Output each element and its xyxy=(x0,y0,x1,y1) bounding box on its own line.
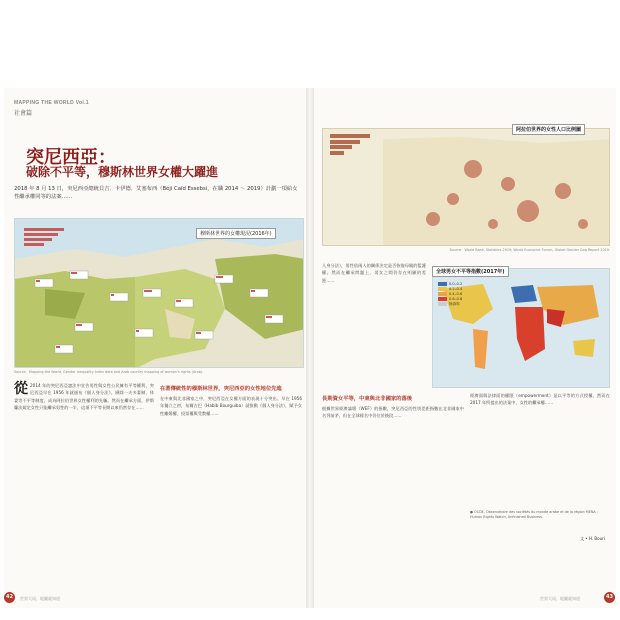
series-label: MAPPING THE WORLD Vol.1 xyxy=(14,100,89,106)
column-2-text: 在中東與北非國家之中，突尼西亞在女權方面的表現十分突出。早在 1956 年獨立之初，布爾吉巴（Habib Bourguiba）就推動《個人身分法》，賦予女性離婚權、投票權與受教權…… xyxy=(160,396,302,416)
article-column-3 xyxy=(322,262,426,390)
column-1-text: 2014 年的突尼西亞憲法中宣告男性與女性公民擁有平等權利，突尼西亞早在 1956 年就頒布《個人身分法》，廢除一夫多妻制、休妻等不平等制度，成為阿拉伯世界女性權利的先驅。然而在繼承方面，伊斯蘭法規定女性只能繼承男性的一半，這項不平等長期以來仍然存在…… xyxy=(14,383,154,410)
article-column-1 xyxy=(14,382,154,587)
article-column-2 xyxy=(160,382,302,587)
legend-item: 0.4–0.6 xyxy=(438,292,478,297)
chart-source: Source：World Bank, Statistics 2019; World Economic Forum, Global Gender Gap Report 2019. xyxy=(449,248,610,252)
legend-item: 無資料 xyxy=(438,302,478,307)
article-lead: 2018 年 8 月 13 日，突尼西亞總統貝吉．卡伊德．艾塞布西（Béji Caïd Essebsi，在職 2014 ～ 2019）計劃一項給女性繼承權同等的法案…… xyxy=(14,186,298,200)
column-3-text: 人身分法），男性依兩人的關係決定是否恢復母親的監護權。然而在繼承問題上，男女之間仍存在明顯的差距…… xyxy=(322,263,426,283)
article-title: 突尼西亞： xyxy=(26,147,116,168)
world-map-title: 全球男女不平等指數(2017年) xyxy=(432,266,509,277)
folio-right: 世界大局，地圖就知道 xyxy=(540,596,580,601)
column-4-text: 經濟面與法律面的權限（empowerment）是以平等的方式授權。然而在 2017 年所提出的法案中，女性的繼承權…… xyxy=(470,393,610,406)
legend-item: 0.0–0.2 xyxy=(438,282,478,287)
legend-item: 0.2–0.4 xyxy=(438,287,478,292)
article-column-4 xyxy=(470,392,610,504)
article-column-3b xyxy=(322,392,464,582)
column-3b-text: 根據世界經濟論壇（WEF）的指數，突尼西亞的性別差距指數在北非國家中名列前茅，但在全球排名中仍位於後段…… xyxy=(322,406,464,419)
left-map-source: Source：Mapping the World, Gender Inequality Index data and Arab country mapping of women's rights (Arab). xyxy=(14,370,204,374)
folio-left: 世界大局，地圖就知道 xyxy=(20,596,60,601)
footnote: ● OCDE, Observatoire des sociétés du monde arabe et de la région MENA ; Human Rights Watch, Unfinished Business. xyxy=(470,510,598,519)
legend-item: 0.6–0.8 xyxy=(438,297,478,302)
section-label: 社會篇 xyxy=(14,110,33,117)
book-gutter xyxy=(306,88,314,608)
world-map-legend xyxy=(438,282,478,307)
chart-legend xyxy=(330,134,376,156)
chart-title: 阿拉伯世界的女性人口比例圖 xyxy=(512,124,585,135)
page-number-left: 42 xyxy=(4,592,15,603)
drop-cap: 從 xyxy=(14,381,28,397)
left-map-title: 穆斯林世界的女權現況(2016年) xyxy=(196,228,276,239)
map-legend xyxy=(24,228,86,248)
page-number-right: 43 xyxy=(604,592,615,603)
column-3-heading: 長期資女平等，中東與北非國家的落後 xyxy=(322,396,413,402)
author-signature: 文 • H. Bouri xyxy=(580,536,605,541)
article-subtitle: 破除不平等，穆斯林世界女權大躍進 xyxy=(26,165,219,179)
column-2-heading: 在著傳統性的穆斯林世界，突尼西亞的女性地位先進 xyxy=(160,386,282,392)
